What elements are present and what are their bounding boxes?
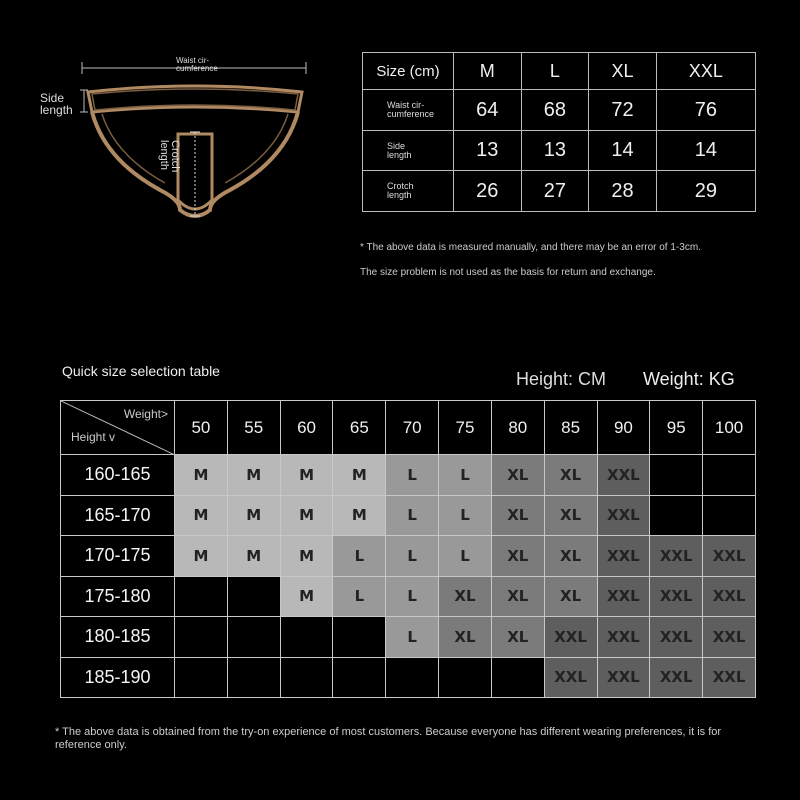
size-cell: XXL	[544, 617, 597, 658]
quick-table-row	[61, 576, 756, 617]
measure-note: * The above data is measured manually, and there may be an error of 1-3cm.	[360, 242, 701, 253]
corner-height-label: Height v	[71, 430, 116, 444]
waist-xl: 72	[589, 90, 657, 131]
size-header-l: L	[521, 53, 589, 90]
waist-row	[363, 90, 756, 131]
waist-label: Waist cir- cumference	[176, 56, 218, 73]
height-label-160-165: 160-165	[61, 455, 175, 496]
size-cell: XXL	[597, 536, 650, 577]
weight-header-80: 80	[491, 401, 544, 455]
size-cell	[650, 455, 703, 496]
size-cell: M	[333, 495, 386, 536]
size-cell: XXL	[597, 576, 650, 617]
height-label-180-185: 180-185	[61, 617, 175, 658]
size-cell: XXL	[703, 617, 756, 658]
waist-row-label: Waist cir- cumference	[363, 90, 454, 131]
size-cell	[703, 495, 756, 536]
size-cell: L	[386, 536, 439, 577]
size-cell: M	[280, 455, 333, 496]
size-cell: XL	[491, 536, 544, 577]
size-cell: XL	[439, 576, 492, 617]
weight-header-70: 70	[386, 401, 439, 455]
side-l: 13	[521, 130, 589, 171]
size-cell: M	[280, 536, 333, 577]
size-cell: XL	[491, 495, 544, 536]
weight-header-65: 65	[333, 401, 386, 455]
waist-l: 68	[521, 90, 589, 131]
corner-weight-label: Weight>	[123, 407, 168, 421]
weight-header-50: 50	[175, 401, 228, 455]
size-cell	[175, 657, 228, 698]
size-cell: M	[175, 536, 228, 577]
size-header-xl: XL	[589, 53, 657, 90]
crotch-row-label: Crotch length	[363, 171, 454, 212]
side-label: Side length	[40, 91, 73, 117]
side-row-label: Side length	[363, 130, 454, 171]
size-cell: M	[227, 455, 280, 496]
size-cell: XL	[491, 576, 544, 617]
height-label-175-180: 175-180	[61, 576, 175, 617]
size-cell: XXL	[650, 576, 703, 617]
size-cell: M	[280, 576, 333, 617]
size-cell: XXL	[597, 657, 650, 698]
waist-xxl: 76	[656, 90, 755, 131]
quick-size-table	[60, 400, 756, 698]
size-cell: XL	[544, 495, 597, 536]
size-cell: XXL	[597, 617, 650, 658]
crotch-label: Crotch length	[158, 140, 181, 173]
height-label-185-190: 185-190	[61, 657, 175, 698]
side-xxl: 14	[656, 130, 755, 171]
size-cell: XXL	[650, 657, 703, 698]
size-cell: XXL	[650, 536, 703, 577]
size-cell	[227, 657, 280, 698]
size-cell	[280, 657, 333, 698]
size-measurement-table	[362, 52, 756, 212]
quick-table-row	[61, 617, 756, 658]
crotch-xl: 28	[589, 171, 657, 212]
quick-header-row	[61, 401, 756, 455]
side-m: 13	[454, 130, 522, 171]
side-row	[363, 130, 756, 171]
size-cell	[333, 657, 386, 698]
size-cell	[227, 576, 280, 617]
size-cell: M	[227, 495, 280, 536]
size-cell: M	[333, 455, 386, 496]
quick-table-row	[61, 455, 756, 496]
size-cell: XL	[491, 455, 544, 496]
size-cell	[491, 657, 544, 698]
size-cell: L	[333, 576, 386, 617]
size-cell: L	[386, 617, 439, 658]
size-header-xxl: XXL	[656, 53, 755, 90]
size-cell: M	[227, 536, 280, 577]
weight-header-95: 95	[650, 401, 703, 455]
size-header-m: M	[454, 53, 522, 90]
size-cell	[439, 657, 492, 698]
height-label-165-170: 165-170	[61, 495, 175, 536]
size-cell: XXL	[703, 657, 756, 698]
side-xl: 14	[589, 130, 657, 171]
quick-table-title: Quick size selection table	[62, 363, 220, 379]
size-cell: M	[175, 495, 228, 536]
size-cell: XL	[491, 617, 544, 658]
weight-header-85: 85	[544, 401, 597, 455]
weight-unit-label: Weight: KG	[643, 369, 735, 389]
size-cell: XXL	[703, 536, 756, 577]
size-cell	[386, 657, 439, 698]
size-cell: XL	[544, 576, 597, 617]
size-cell: XXL	[544, 657, 597, 698]
size-cell	[703, 455, 756, 496]
crotch-l: 27	[521, 171, 589, 212]
size-cell: L	[439, 536, 492, 577]
size-cell: XXL	[650, 617, 703, 658]
footer-note: * The above data is obtained from the try-on experience of most customers. Because everyone has different wearing preferences, it is for reference only.	[55, 726, 722, 752]
size-cell: XXL	[703, 576, 756, 617]
size-cell: XL	[439, 617, 492, 658]
size-cell: L	[439, 495, 492, 536]
size-header-row	[363, 53, 756, 90]
size-cell	[650, 495, 703, 536]
quick-table-row	[61, 495, 756, 536]
size-cell: M	[175, 455, 228, 496]
size-cell	[227, 617, 280, 658]
return-note: The size problem is not used as the basis for return and exchange.	[360, 267, 656, 278]
size-cell: XXL	[597, 495, 650, 536]
size-cell: XL	[544, 455, 597, 496]
quick-table-row	[61, 657, 756, 698]
crotch-xxl: 29	[656, 171, 755, 212]
size-cell: M	[280, 495, 333, 536]
size-cell	[175, 617, 228, 658]
height-label-170-175: 170-175	[61, 536, 175, 577]
crotch-m: 26	[454, 171, 522, 212]
weight-header-75: 75	[439, 401, 492, 455]
size-cell: L	[386, 576, 439, 617]
size-cell: L	[386, 495, 439, 536]
size-cell	[280, 617, 333, 658]
quick-corner-cell	[61, 401, 175, 455]
size-cell: L	[439, 455, 492, 496]
crotch-row	[363, 171, 756, 212]
size-cell	[175, 576, 228, 617]
size-cell: L	[333, 536, 386, 577]
size-cell: XL	[544, 536, 597, 577]
weight-header-60: 60	[280, 401, 333, 455]
quick-table-row	[61, 536, 756, 577]
weight-header-55: 55	[227, 401, 280, 455]
size-corner-label: Size (cm)	[363, 53, 454, 90]
size-cell: L	[386, 455, 439, 496]
weight-header-90: 90	[597, 401, 650, 455]
height-unit-label: Height: CM	[516, 369, 607, 389]
weight-header-100: 100	[703, 401, 756, 455]
size-cell	[333, 617, 386, 658]
waist-m: 64	[454, 90, 522, 131]
size-cell: XXL	[597, 455, 650, 496]
